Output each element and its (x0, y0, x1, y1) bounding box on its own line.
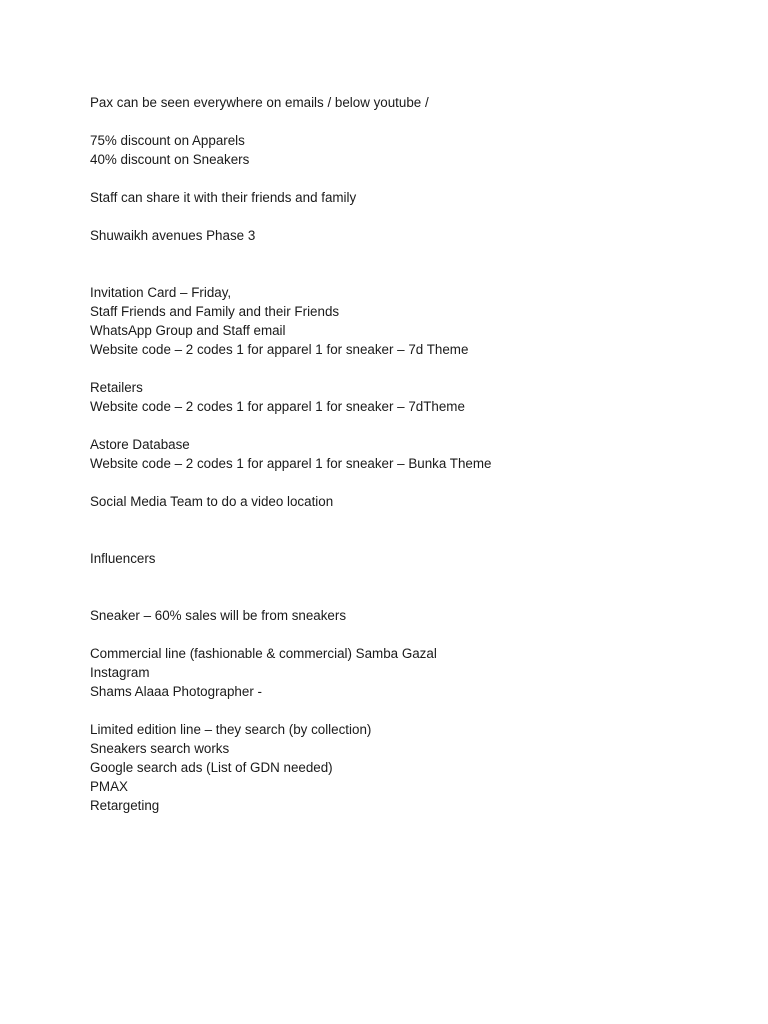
document-body (90, 93, 730, 815)
blank-line (90, 587, 730, 606)
text-line: Staff can share it with their friends and family (90, 190, 357, 205)
text-line: Sneakers search works (90, 741, 230, 756)
blank-line (90, 625, 730, 644)
blank-line (90, 112, 730, 131)
text-line: Sneaker – 60% sales will be from sneakers (90, 608, 347, 623)
text-line: Google search ads (List of GDN needed) (90, 760, 333, 775)
text-line: Invitation Card – Friday, (90, 285, 232, 300)
text-line: Retargeting (90, 798, 160, 813)
blank-line (90, 207, 730, 226)
text-line: Commercial line (fashionable & commercial) Samba Gazal (90, 646, 437, 661)
text-line: Pax can be seen everywhere on emails / below youtube / (90, 95, 429, 110)
blank-line (90, 264, 730, 283)
text-line: Website code – 2 codes 1 for apparel 1 for sneaker – 7d Theme (90, 342, 469, 357)
blank-line (90, 511, 730, 530)
blank-line (90, 473, 730, 492)
blank-line (90, 568, 730, 587)
text-line: Staff Friends and Family and their Friends (90, 304, 340, 319)
text-line: Influencers (90, 551, 156, 566)
text-line: Limited edition line – they search (by collection) (90, 722, 372, 737)
text-line: WhatsApp Group and Staff email (90, 323, 286, 338)
blank-line (90, 530, 730, 549)
text-line: Retailers (90, 380, 143, 395)
text-line: PMAX (90, 779, 128, 794)
text-line: Social Media Team to do a video location (90, 494, 334, 509)
blank-line (90, 169, 730, 188)
blank-line (90, 359, 730, 378)
text-line: Instagram (90, 665, 150, 680)
text-line: Website code – 2 codes 1 for apparel 1 for sneaker – 7dTheme (90, 399, 465, 414)
blank-line (90, 245, 730, 264)
text-line: Shuwaikh avenues Phase 3 (90, 228, 256, 243)
blank-line (90, 416, 730, 435)
text-line: Website code – 2 codes 1 for apparel 1 for sneaker – Bunka Theme (90, 456, 492, 471)
text-line: 40% discount on Sneakers (90, 152, 250, 167)
text-line: Shams Alaaa Photographer - (90, 684, 262, 699)
text-line: 75% discount on Apparels (90, 133, 245, 148)
blank-line (90, 701, 730, 720)
text-line: Astore Database (90, 437, 190, 452)
